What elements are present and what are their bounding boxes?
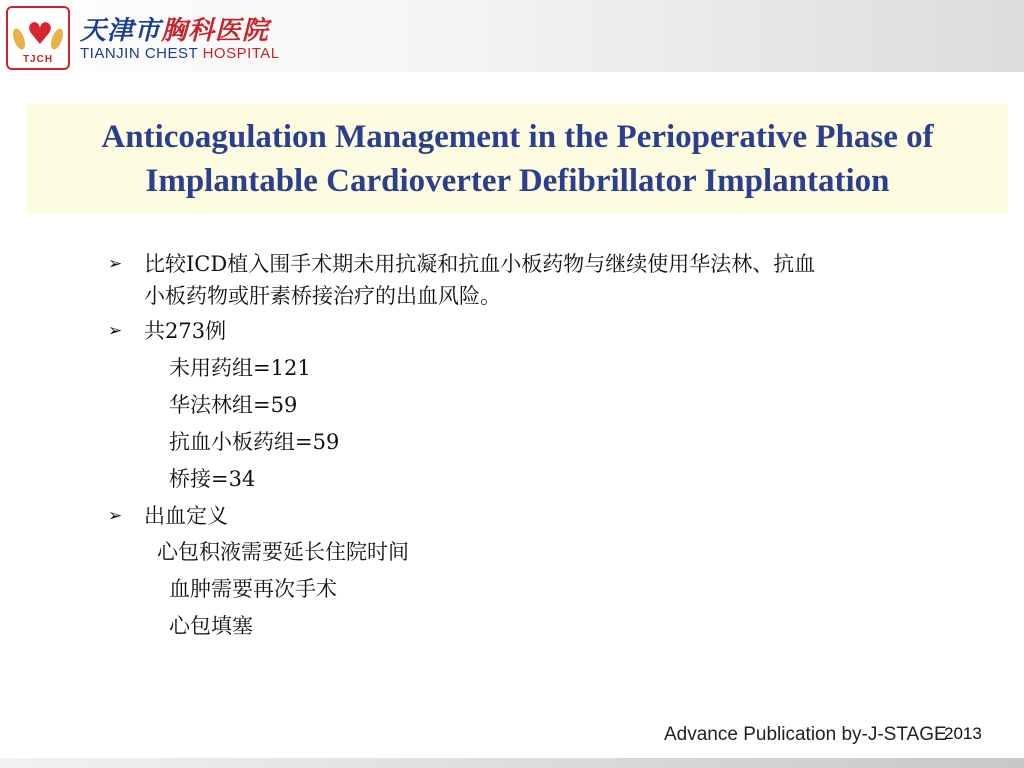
bullet-1-line-2: 小板药物或肝素桥接治疗的出血风险。 xyxy=(144,284,501,308)
bullet-2-item: 桥接=34 xyxy=(169,467,256,491)
title-line-1: Anticoagulation Management in the Perioperative Phase of xyxy=(101,119,934,155)
footer-year: 2013 xyxy=(944,724,982,743)
bullet-3-item: 血肿需要再次手术 xyxy=(169,577,337,601)
slide-title xyxy=(27,104,1008,214)
bullet-2-item: 华法林组=59 xyxy=(169,393,298,417)
bullet-1-line-1: 比较ICD植入围手术期未用抗凝和抗血小板药物与继续使用华法林、抗血 xyxy=(144,252,816,276)
heart-icon: ♥ xyxy=(26,17,54,52)
hospital-logo xyxy=(6,6,70,70)
bottom-band xyxy=(0,758,1024,768)
hospital-name-cn xyxy=(80,10,269,47)
bullet-3: 出血定义 xyxy=(144,504,228,528)
bullet-2-item: 抗血小板药组=59 xyxy=(169,430,340,454)
hospital-name-cn-b: 胸科医院 xyxy=(161,16,270,46)
title-line-2: Implantable Cardioverter Defibrillator Implantation xyxy=(145,163,890,199)
bullet-2: 共273例 xyxy=(144,319,227,343)
bullet-3-item: 心包积液需要延长住院时间 xyxy=(157,540,409,564)
bullet-2-item: 未用药组=121 xyxy=(169,356,311,380)
hospital-name-en xyxy=(80,45,280,62)
bullet-arrow-icon: ➢ xyxy=(108,506,123,526)
bullet-arrow-icon: ➢ xyxy=(108,254,123,274)
hospital-name-en-b: HOSPITAL xyxy=(202,45,280,62)
hospital-name-en-a: TIANJIN CHEST xyxy=(80,45,203,62)
logo-abbr: TJCH xyxy=(22,54,54,65)
bullet-3-item: 心包填塞 xyxy=(169,614,253,638)
publication-credit: Advance Publication by-J-STAGE xyxy=(664,724,947,745)
bullet-arrow-icon: ➢ xyxy=(108,321,123,341)
hospital-name-cn-a: 天津市 xyxy=(80,16,162,46)
